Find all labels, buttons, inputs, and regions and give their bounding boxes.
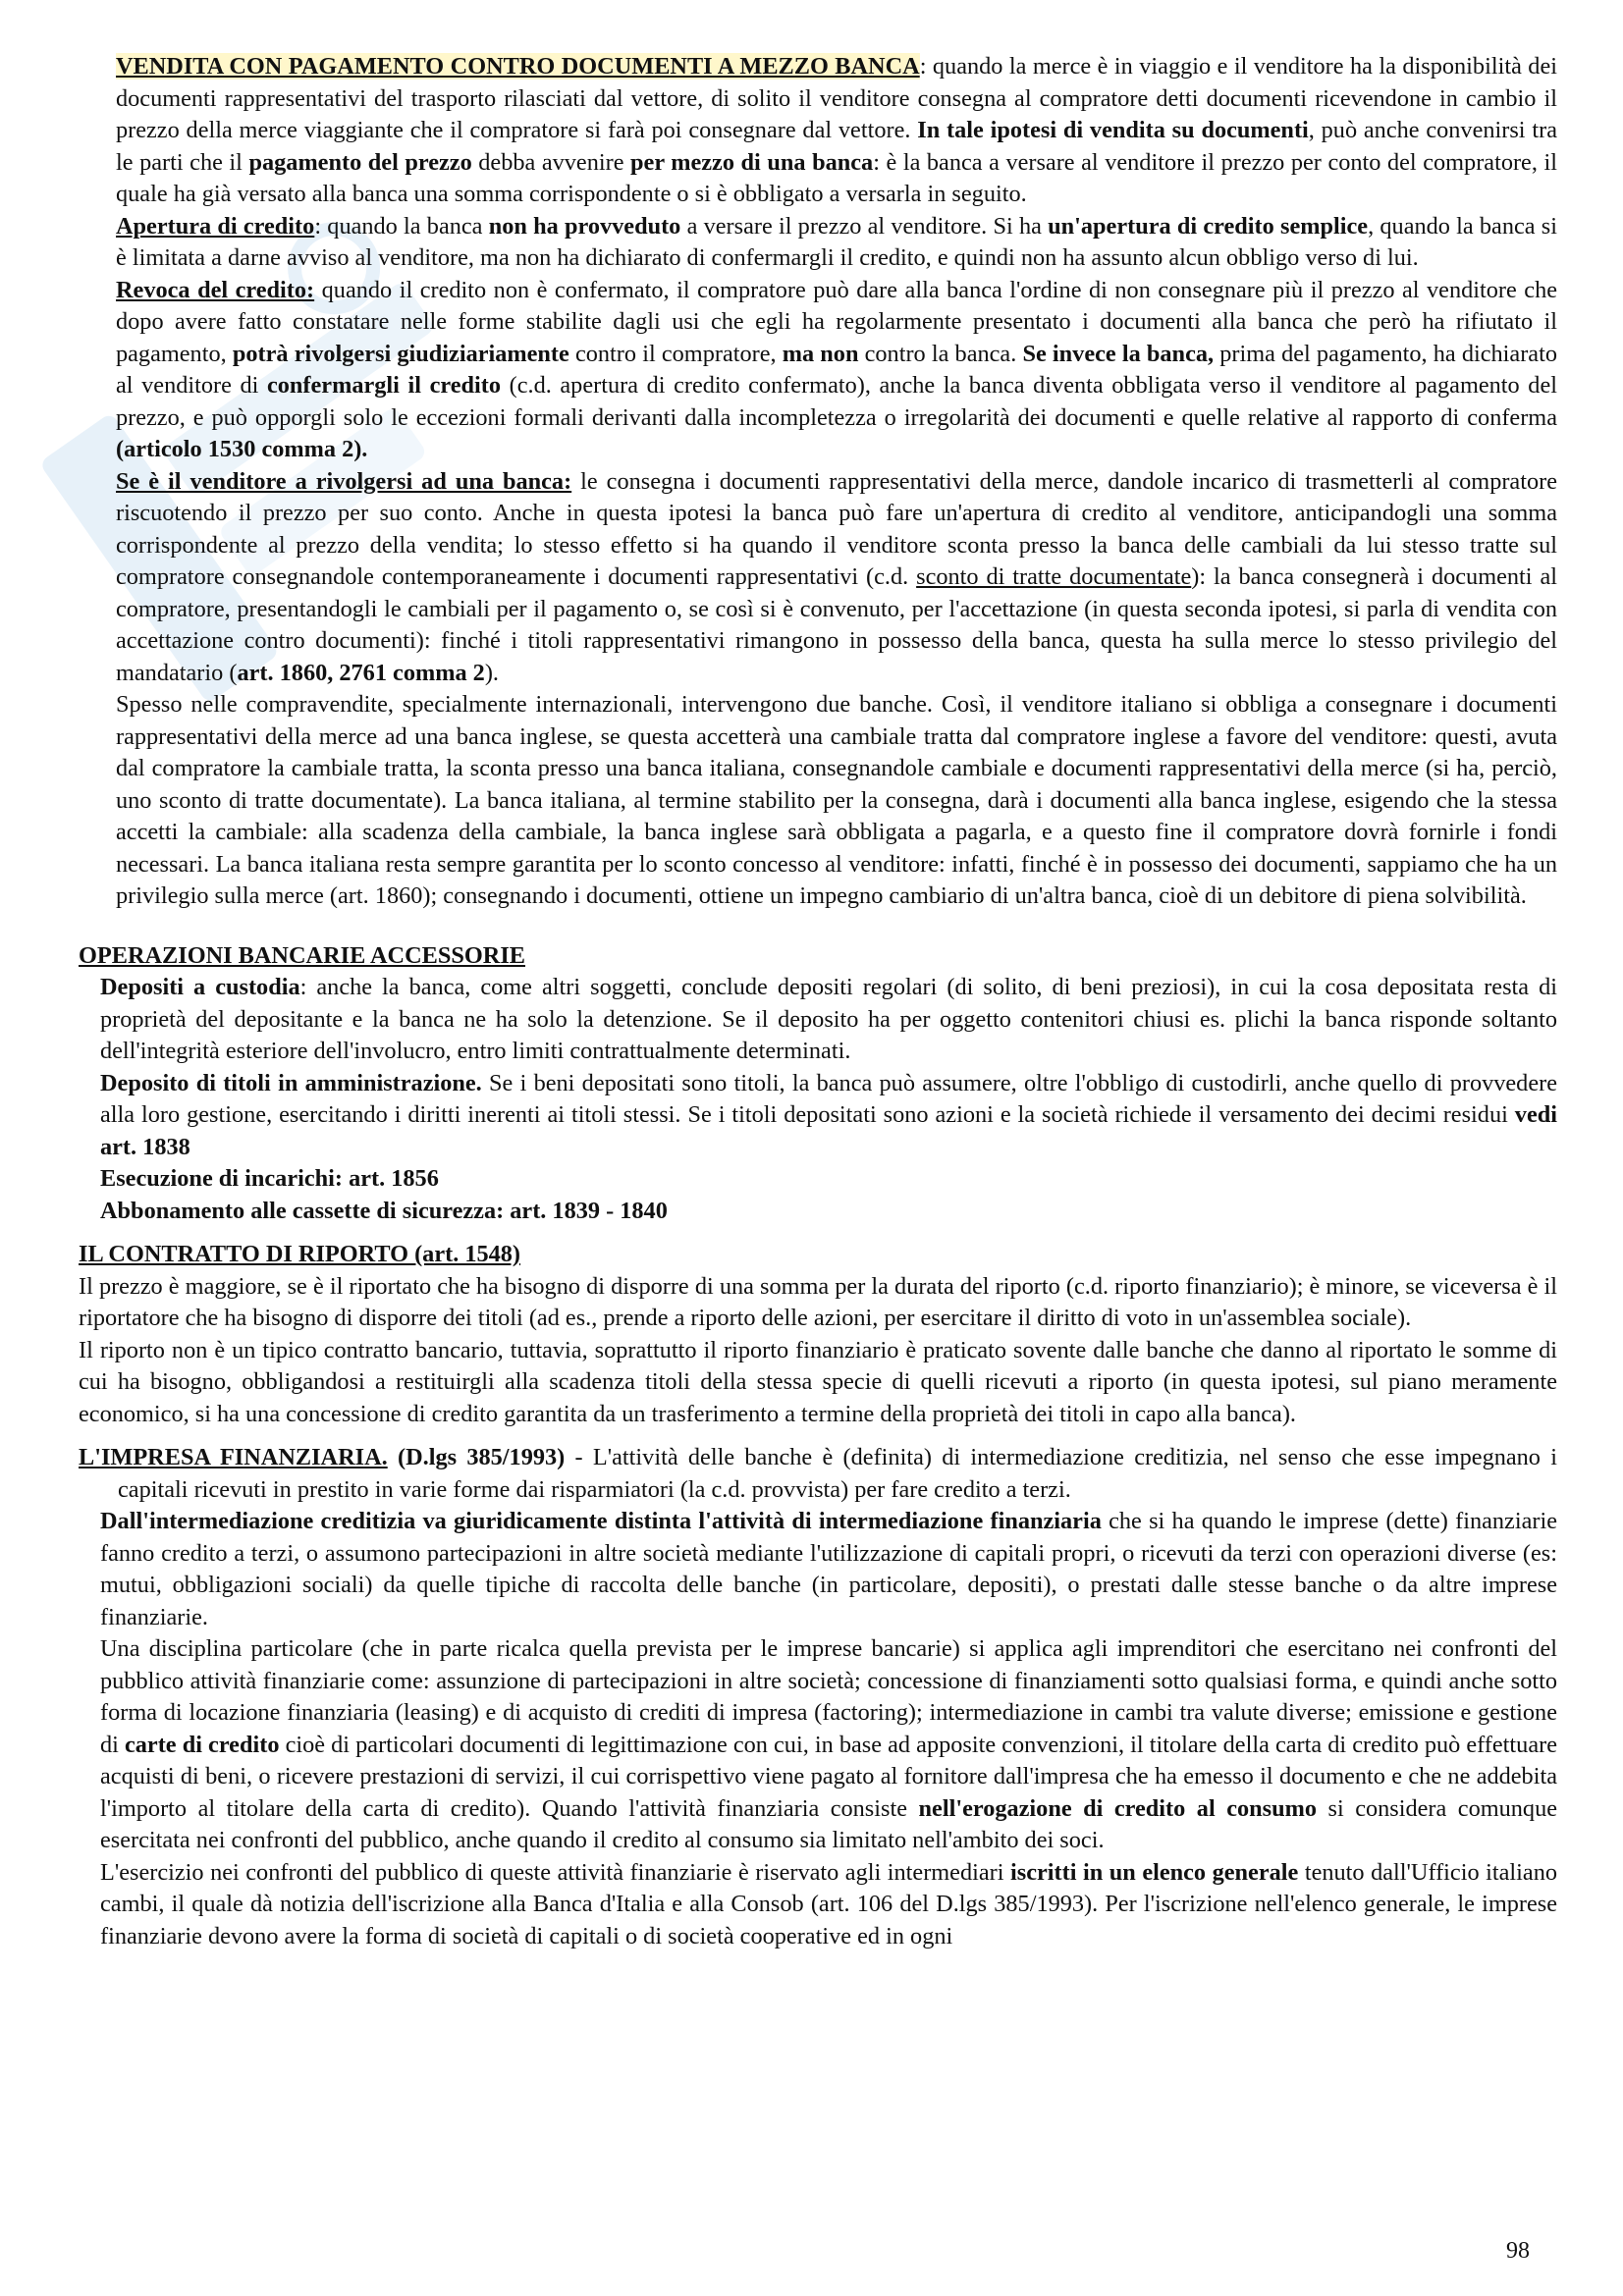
depositi-label: Depositi a custodia [100,974,300,1000]
abbonamento-line: Abbonamento alle cassette di sicurezza: art. 1839 - 1840 [100,1197,668,1224]
apertura-paragraph: Apertura di credito: quando la banca non ha provveduto a versare il prezzo al venditore. Si ha un'apertura di credito semplice, quando la banca si è limitata a darne avviso al venditore, ma non ha dichiarato di confermargli il credito, e quindi non ha assunto alcun obbligo verso di lui. [116,212,1557,271]
depositi-paragraph: Depositi a custodia: anche la banca, come altri soggetti, conclude depositi regolari (di solito, di beni preziosi), in cui la cosa depositata resta di proprietà del depositante e la banca ne ha solo la detenzione. Se il deposito ha per oggetto contenitori chiusi es. plichi la banca risponde soltanto dell'integrità esteriore dell'involucro, entro limiti contrattualmente determinati. [100,974,1557,1064]
esecuzione-line: Esecuzione di incarichi: art. 1856 [100,1165,439,1192]
document-page [79,51,1557,1952]
impresa-paragraph-2: Una disciplina particolare (che in parte ricalca quella prevista per le imprese bancarie) si applica agli imprenditori che esercitano nei confronti del pubblico attività finanziarie come: assunzione di partecipazioni in altre società; concessione di finanziamenti sotto qualsiasi forma, e quindi anche sotto forma di locazione finanziaria (leasing) e di acquisto di crediti di impresa (factoring); intermediazione in cambi tra valute diverse; emissione e gestione di carte di credito cioè di particolari documenti di legittimazione con cui, in base ad apposite convenzioni, il titolare della carta di credito può effettuare acquisti di beni, o ricevere prestazioni di servizi, il cui corrispettivo viene pagato al fornitore dall'impresa che ha emesso il documento e che ne addebita l'importo al titolare della carta di credito). Quando l'attività finanziaria consiste nell'erogazione di credito al consumo si considera comunque esercitata nei confronti del pubblico, anche quando il credito al consumo sia limitato nell'ambito dei soci. [100,1635,1558,1853]
page-number: 98 [1506,2238,1530,2264]
riporto-paragraph-1: Il prezzo è maggiore, se è il riportato che ha bisogno di disporre di una somma per la durata del riporto (c.d. riporto finanziario); è minore, se viceversa è il riportatore che ha bisogno di disporre dei titoli (ad es., prende a riporto delle azioni, per esercitare il diritto di voto in un'assemblea sociale). [79,1272,1557,1331]
spesso-paragraph: Spesso nelle compravendite, specialmente internazionali, intervengono due banche. Così, il venditore italiano si obbliga a consegnare i documenti rappresentativi della merce ad una banca inglese, se questa accetterà una cambiale tratta dal compratore inglese a favore del venditore: questi, avuta dal compratore la cambiale tratta, la sconta presso una banca italiana, consegnandole cambiale e documenti rappresentativi della merce (si ha, perciò, uno sconto di tratte documentate). La banca italiana, al termine stabilito per la consegna, darà i documenti alla banca inglese, esigendo che la stessa accetti la cambiale: alla scadenza della cambiale, la banca inglese sarà obbligata a pagarla, e a questo fine il compratore dovrà fornirle i fondi necessari. La banca italiana resta sempre garantita per lo sconto concesso al venditore: infatti, finché è in possesso dei documenti, sappiamo che ha un privilegio sulla merce (art. 1860); consegnando i documenti, ottiene un impegno cambiario di un'altra banca, cioè di un debitore di piena solvibilità. [116,691,1557,909]
impresa-intro: L'IMPRESA FINANZIARIA. (D.lgs 385/1993) - L'attività delle banche è (definita) di intermediazione creditizia, nel senso che esse impegnano i capitali ricevuti in prestito in varie forme dai risparmiatori (la c.d. provvista) per fare credito a terzi. [79,1444,1557,1503]
revoca-label: Revoca del credito: [116,276,315,303]
titoli-label: Deposito di titoli in amministrazione. [100,1069,482,1096]
impresa-paragraph-1: Dall'intermediazione creditizia va giuridicamente distinta l'attività di intermediazione finanziaria che si ha quando le imprese (dette) finanziarie fanno credito a terzi, o assumono partecipazioni in altre società mediante l'utilizzazione di capitali propri, o ricevuti da terzi con operazioni diverse (es: mutui, obbligazioni sociali) da quelle tipiche di raccolta delle banche (in particolare, depositi), o prestati dalle stesse banche o da altre imprese finanziarie. [100,1508,1557,1630]
section1-title: VENDITA CON PAGAMENTO CONTRO DOCUMENTI A MEZZO BANCA [116,53,920,80]
titoli-paragraph: Deposito di titoli in amministrazione. Se i beni depositati sono titoli, la banca può assumere, oltre l'obbligo di custodirli, anche quello di provvedere alla loro gestione, esercitando i diritti inerenti ai titoli stessi. Se i titoli depositati sono azioni e la società richiede il versamento dei decimi residui vedi art. 1838 [100,1069,1557,1160]
impresa-paragraph-3: L'esercizio nei confronti del pubblico di queste attività finanziarie è riservato agli intermediari iscritti in un elenco generale tenuto dall'Ufficio italiano cambi, il quale dà notizia dell'iscrizione alla Banca d'Italia e alla Consob (art. 106 del D.lgs 385/1993). Per l'iscrizione nell'elenco generale, le imprese finanziarie devono avere la forma di società di capitali o di società cooperative ed in ogni [100,1858,1558,1949]
section4-title: L'IMPRESA FINANZIARIA. [79,1444,388,1470]
section1-intro: VENDITA CON PAGAMENTO CONTRO DOCUMENTI A MEZZO BANCA: quando la merce è in viaggio e il venditore ha la disponibilità dei documenti rappresentativi del trasporto rilasciati dal vettore, di solito il venditore consegna al compratore detti documenti ricevendone in cambio il prezzo della merce viaggiante che il compratore si farà poi consegnare dal vettore. In tale ipotesi di vendita su documenti, può anche convenirsi tra le parti che il pagamento del prezzo debba avvenire per mezzo di una banca: è la banca a versare al venditore il prezzo per conto del compratore, il quale ha già versato alla banca una somma corrispondente o si è obbligato a versarla in seguito. [116,53,1557,207]
revoca-paragraph: Revoca del credito: quando il credito non è confermato, il compratore può dare alla banca l'ordine di non consegnare più il prezzo al venditore che dopo avere fatto constatare nelle forme stabilite dagli usi che egli ha regolarmente presentato i documenti alla banca che però ha rifiutato il pagamento, potrà rivolgersi giudiziariamente contro il compratore, ma non contro la banca. Se invece la banca, prima del pagamento, ha dichiarato al venditore di confermargli il credito (c.d. apertura di credito confermato), anche la banca diventa obbligata verso il venditore al pagamento del prezzo, e può opporgli solo le eccezioni formali derivanti dalla incompletezza o irregolarità dei documenti e quelle relative al rapporto di conferma (articolo 1530 comma 2). [116,276,1558,462]
venditore-label: Se è il venditore a rivolgersi ad una banca: [116,467,572,495]
riporto-paragraph-2: Il riporto non è un tipico contratto bancario, tuttavia, soprattutto il riporto finanziario è praticato sovente dalle banche che danno al riportato le somme di cui ha bisogno, obbligandosi a restituirgli alla scadenza titoli della stessa specie di quelli ricevuti a riporto (in questa ipotesi, sul piano meramente economico, si ha una concessione di credito garantita da un trasferimento a termine della proprietà dei titoli in capo alla banca). [79,1336,1557,1427]
venditore-paragraph: Se è il venditore a rivolgersi ad una banca: le consegna i documenti rappresentativi della merce, dandole incarico di trasmetterli al compratore riscuotendo il prezzo per suo conto. Anche in questa ipotesi la banca può fare un'apertura di credito al venditore, anticipandogli una somma corrispondente al prezzo della vendita; lo stesso effetto si ha quando il venditore sconta presso la banca delle cambiali da lui stesso tratte sul compratore consegnandole contemporaneamente i documenti rappresentativi (c.d. sconto di tratte documentate): la banca consegnerà i documenti al compratore, presentandogli le cambiali per il pagamento o, se così si è convenuto, per l'accettazione (in questa seconda ipotesi, si parla di vendita con accettazione contro documenti): finché i titoli rappresentativi rimangono in possesso della banca, questa ha sulla merce lo stesso privilegio del mandatario (art. 1860, 2761 comma 2). [116,467,1557,686]
section2-title: OPERAZIONI BANCARIE ACCESSORIE [79,941,525,969]
section3-title: IL CONTRATTO DI RIPORTO (art. 1548) [79,1241,521,1267]
apertura-label: Apertura di credito [116,212,315,240]
